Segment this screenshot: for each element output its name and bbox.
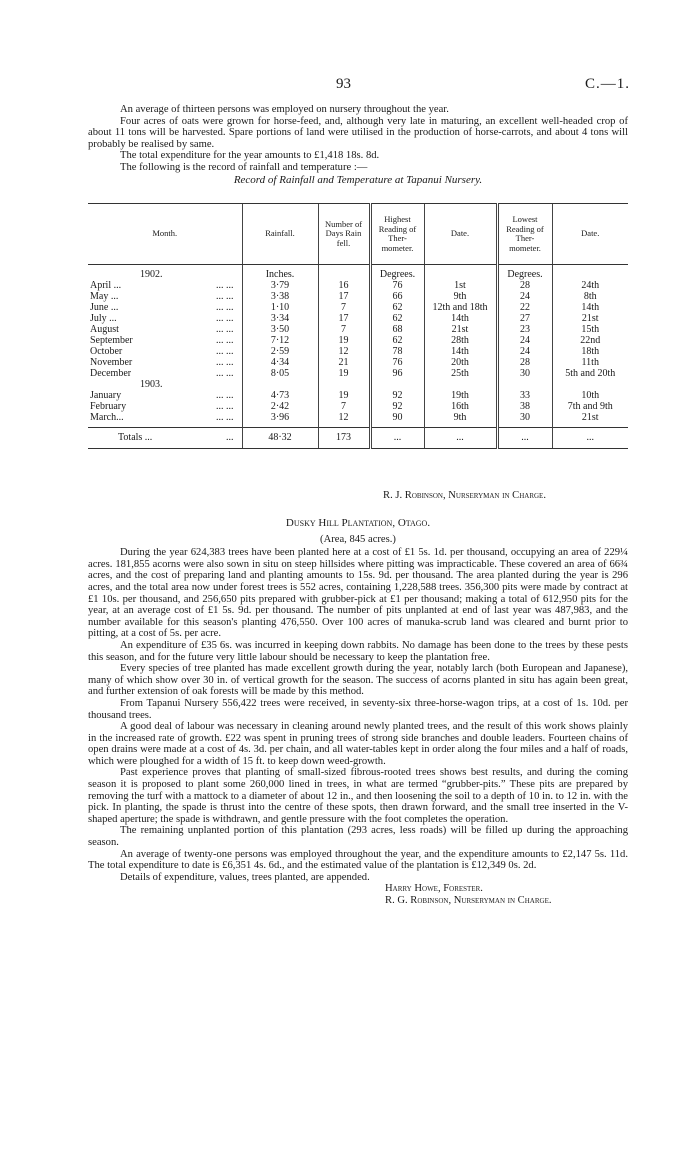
high-cell: 62 [370,335,424,346]
month-cell: June ... ... ... [90,302,234,313]
body-para: An average of twenty-one persons was employed throughout the year, and the expenditure amounts to £2,147 5s. 11d. The total expenditure to date is £6,351 4s. 6d., and the estimated value of the plantation is £12,349 0s. 2d. [88,848,628,872]
col-days: Number of Days Rain fell. [318,204,370,265]
month-cell: September ... ... [90,335,234,346]
table-caption: Record of Rainfall and Temperature at Tapanui Nursery. [233,173,483,186]
days-cell: 19 [318,335,370,346]
total-hdate: ... [424,428,497,449]
rainfall-cell: 4·34 [242,357,318,368]
high-cell: 76 [370,357,424,368]
high-cell: 90 [370,412,424,423]
low-cell: 38 [497,401,552,412]
col-date-low: Date. [552,204,628,265]
low-cell: 23 [497,324,552,335]
days-cell: 12 [318,412,370,423]
totals-row [88,428,628,449]
hdate-cell: 28th [424,335,497,346]
rainfall-cell: 2·42 [242,401,318,412]
days-cell: 17 [318,291,370,302]
body-para: Past experience proves that planting of small-sized fibrous-rooted trees shows best results, and during the coming season it is proposed to plant some 260,000 lined in trees, in what are termed “grubber-pits.” These pits are prepared by removing the turf with a mattock to a diameter of about 12 in., and then loosening the soil to a depth of 10 in. to 12 in. with the pick. In planting, the spade is thrust into the centre of these spots, then drawn forward, and the small tree inserted in the V-shaped aperture; the spade is withdrawn, and gentle pressure with the foot completes the operation. [88,767,628,825]
ldate-cell: 24th [552,280,628,291]
total-high: ... [370,428,424,449]
low-cell: 24 [497,346,552,357]
high-cell: 62 [370,302,424,313]
month-cell: July ... ... ... [90,313,234,324]
total-days: 173 [318,428,370,449]
total-ldate: ... [552,428,628,449]
month-cell: May ... ... ... [90,291,234,302]
low-cell: 28 [497,280,552,291]
table-row [88,390,628,401]
ldate-cell: 15th [552,324,628,335]
days-cell: 16 [318,280,370,291]
ldate-cell: 10th [552,390,628,401]
signature-howe: Harry Howe, Forester. [385,883,483,895]
table-row [88,412,628,423]
rainfall-cell: 4·73 [242,390,318,401]
intro-text [88,104,628,186]
total-rainfall: 48·32 [242,428,318,449]
col-rainfall: Rainfall. [242,204,318,265]
days-cell: 7 [318,302,370,313]
hdate-cell: 14th [424,313,497,324]
month-cell: January ... ... [90,390,234,401]
hdate-cell: 16th [424,401,497,412]
table-row [88,346,628,357]
ldate-cell: 18th [552,346,628,357]
body-para: Details of expenditure, values, trees planted, are appended. [120,871,370,883]
hdate-cell: 12th and 18th [424,302,497,313]
days-cell: 12 [318,346,370,357]
signature-robinson-1: R. J. Robinson, Nurseryman in Charge. [383,490,546,501]
rainfall-cell: 3·50 [242,324,318,335]
rainfall-cell: 3·34 [242,313,318,324]
intro-para: The total expenditure for the year amounts to £1,418 18s. 8d. [120,150,380,162]
intro-para: An average of thirteen persons was employed on nursery throughout the year. [120,104,449,115]
hdate-cell: 19th [424,390,497,401]
high-cell: 68 [370,324,424,335]
table-row [88,302,628,313]
high-cell: 96 [370,368,424,379]
days-cell: 17 [318,313,370,324]
month-cell: March... ... ... [90,412,234,423]
days-cell: 7 [318,324,370,335]
col-month: Month. [88,204,242,265]
hdate-cell: 9th [424,412,497,423]
signature-robinson-2: R. G. Robinson, Nurseryman in Charge. [385,895,552,906]
low-cell: 22 [497,302,552,313]
table-row [88,401,628,412]
low-cell: 30 [497,412,552,423]
total-low: ... [497,428,552,449]
high-cell: 78 [370,346,424,357]
totals-label: Totals ... ... [88,428,242,449]
month-cell: October ... ... [90,346,234,357]
ldate-cell: 11th [552,357,628,368]
body-para: An expenditure of £35 6s. was incurred in keeping down rabbits. No damage has been done to the trees by these pests this season, and for the future very little labour should be necessary to keep the plantation free. [88,639,628,663]
plantation-section [88,518,628,907]
col-lowest: Lowest Reading of Ther-mometer. [497,204,552,265]
low-cell: 27 [497,313,552,324]
table-row [88,335,628,346]
month-cell: February ... ... [90,401,234,412]
rainfall-cell: 2·59 [242,346,318,357]
low-cell: 28 [497,357,552,368]
year-label: 1903. [140,379,163,390]
body-para: A good deal of labour was necessary in cleaning around newly planted trees, and the result of this work shows plainly in the increased rate of growth. £22 was spent in pruning trees of strong side branches and double leaders. Fourteen chains of open drains were made at a cost of 4s. 3d. per chain, and all water-tables kept in order along the four miles and a half of roads, which were ploughed for a width of 15 ft. to keep down weed-growth. [88,721,628,767]
ldate-cell: 21st [552,313,628,324]
rainfall-cell: 7·12 [242,335,318,346]
rainfall-cell: 3·79 [242,280,318,291]
section-code: C.—1. [584,76,630,92]
year-row [88,269,628,280]
col-highest: Highest Reading of Ther-mometer. [370,204,424,265]
hdate-cell: 20th [424,357,497,368]
ldate-cell: 8th [552,291,628,302]
month-cell: November ... ... [90,357,234,368]
high-cell: 76 [370,280,424,291]
plantation-title: Dusky Hill Plantation, Otago. [285,517,431,529]
year-label: 1902. [140,269,163,280]
hdate-cell: 14th [424,346,497,357]
ldate-cell: 7th and 9th [552,401,628,412]
high-cell: 62 [370,313,424,324]
month-cell: December ... ... [90,368,234,379]
high-cell: 66 [370,291,424,302]
table-row [88,291,628,302]
ldate-cell: 5th and 20th [552,368,628,379]
low-cell: 24 [497,335,552,346]
low-cell: 24 [497,291,552,302]
plantation-area: (Area, 845 acres.) [320,533,396,545]
hdate-cell: 1st [424,280,497,291]
rainfall-cell: 3·38 [242,291,318,302]
page-header [0,76,700,96]
unit-highest: Degrees. [370,269,424,280]
table-row [88,368,628,379]
body-para: Every species of tree planted has made excellent growth during the year, notably larch (both European and Japanese), many of which show over 30 in. of vertical growth for the season. The success of acorns planted in situ has again been great, and further extension of oak forests will be made by this method. [88,663,628,698]
hdate-cell: 21st [424,324,497,335]
low-cell: 33 [497,390,552,401]
year-row [88,379,628,390]
table-row [88,357,628,368]
body-para: During the year 624,383 trees have been planted here at a cost of £1 5s. 1d. per thousand, occupying an area of 229¼ acres. 181,855 acorns were also sown in situ on steep hillsides where pitting was impracticable. These covered an area of 66¾ acres, and the cost of preparing land and planting amounts to 15s. 9d. per thousand. The area planted during the year is 296 acres, and the total area now under forest trees is 552 acres, containing 1,228,588 trees. 356,300 pits were made by contract at £1 10s. per thousand, and 256,650 pits prepared with grubber-pick at £1 per thousand; making a total of 612,950 pits for the year, at an average cost of £1 5s. 9d. per thousand. The number of pits unplanted at end of last year was 487,983, and the number available for this season's planting 476,550. Over 100 acres of manuka-scrub land was cleared and burnt prior to pitting, at a cost of 5s. per acre. [88,547,628,640]
high-cell: 92 [370,390,424,401]
table-row [88,280,628,291]
days-cell: 19 [318,368,370,379]
ldate-cell: 22nd [552,335,628,346]
unit-rainfall: Inches. [242,269,318,280]
page-number: 93 [336,76,351,92]
body-para: The remaining unplanted portion of this plantation (293 acres, less roads) will be filled up during the approaching season. [88,825,628,849]
rainfall-cell: 3·96 [242,412,318,423]
hdate-cell: 25th [424,368,497,379]
low-cell: 30 [497,368,552,379]
rainfall-cell: 8·05 [242,368,318,379]
col-date-high: Date. [424,204,497,265]
body-para: From Tapanui Nursery 556,422 trees were received, in seventy-six three-horse-wagon trips, at a cost of 1s. 10d. per thousand trees. [88,697,628,721]
rainfall-cell: 1·10 [242,302,318,313]
ldate-cell: 21st [552,412,628,423]
table-row [88,324,628,335]
days-cell: 21 [318,357,370,368]
table-row [88,313,628,324]
days-cell: 7 [318,401,370,412]
days-cell: 19 [318,390,370,401]
rainfall-table [88,203,628,449]
intro-para: Four acres of oats were grown for horse-feed, and, although very late in maturing, an excellent well-headed crop of about 11 tons will be harvested. Spare portions of land were utilised in the production of horse-carrots, and about 4 tons will probably be realised by same. [88,115,628,150]
table-header-row [88,204,628,265]
unit-lowest: Degrees. [497,269,552,280]
intro-para: The following is the record of rainfall and temperature :— [120,161,368,173]
month-cell: April ... ... ... [90,280,234,291]
high-cell: 92 [370,401,424,412]
hdate-cell: 9th [424,291,497,302]
month-cell: August ... ... [90,324,234,335]
ldate-cell: 14th [552,302,628,313]
